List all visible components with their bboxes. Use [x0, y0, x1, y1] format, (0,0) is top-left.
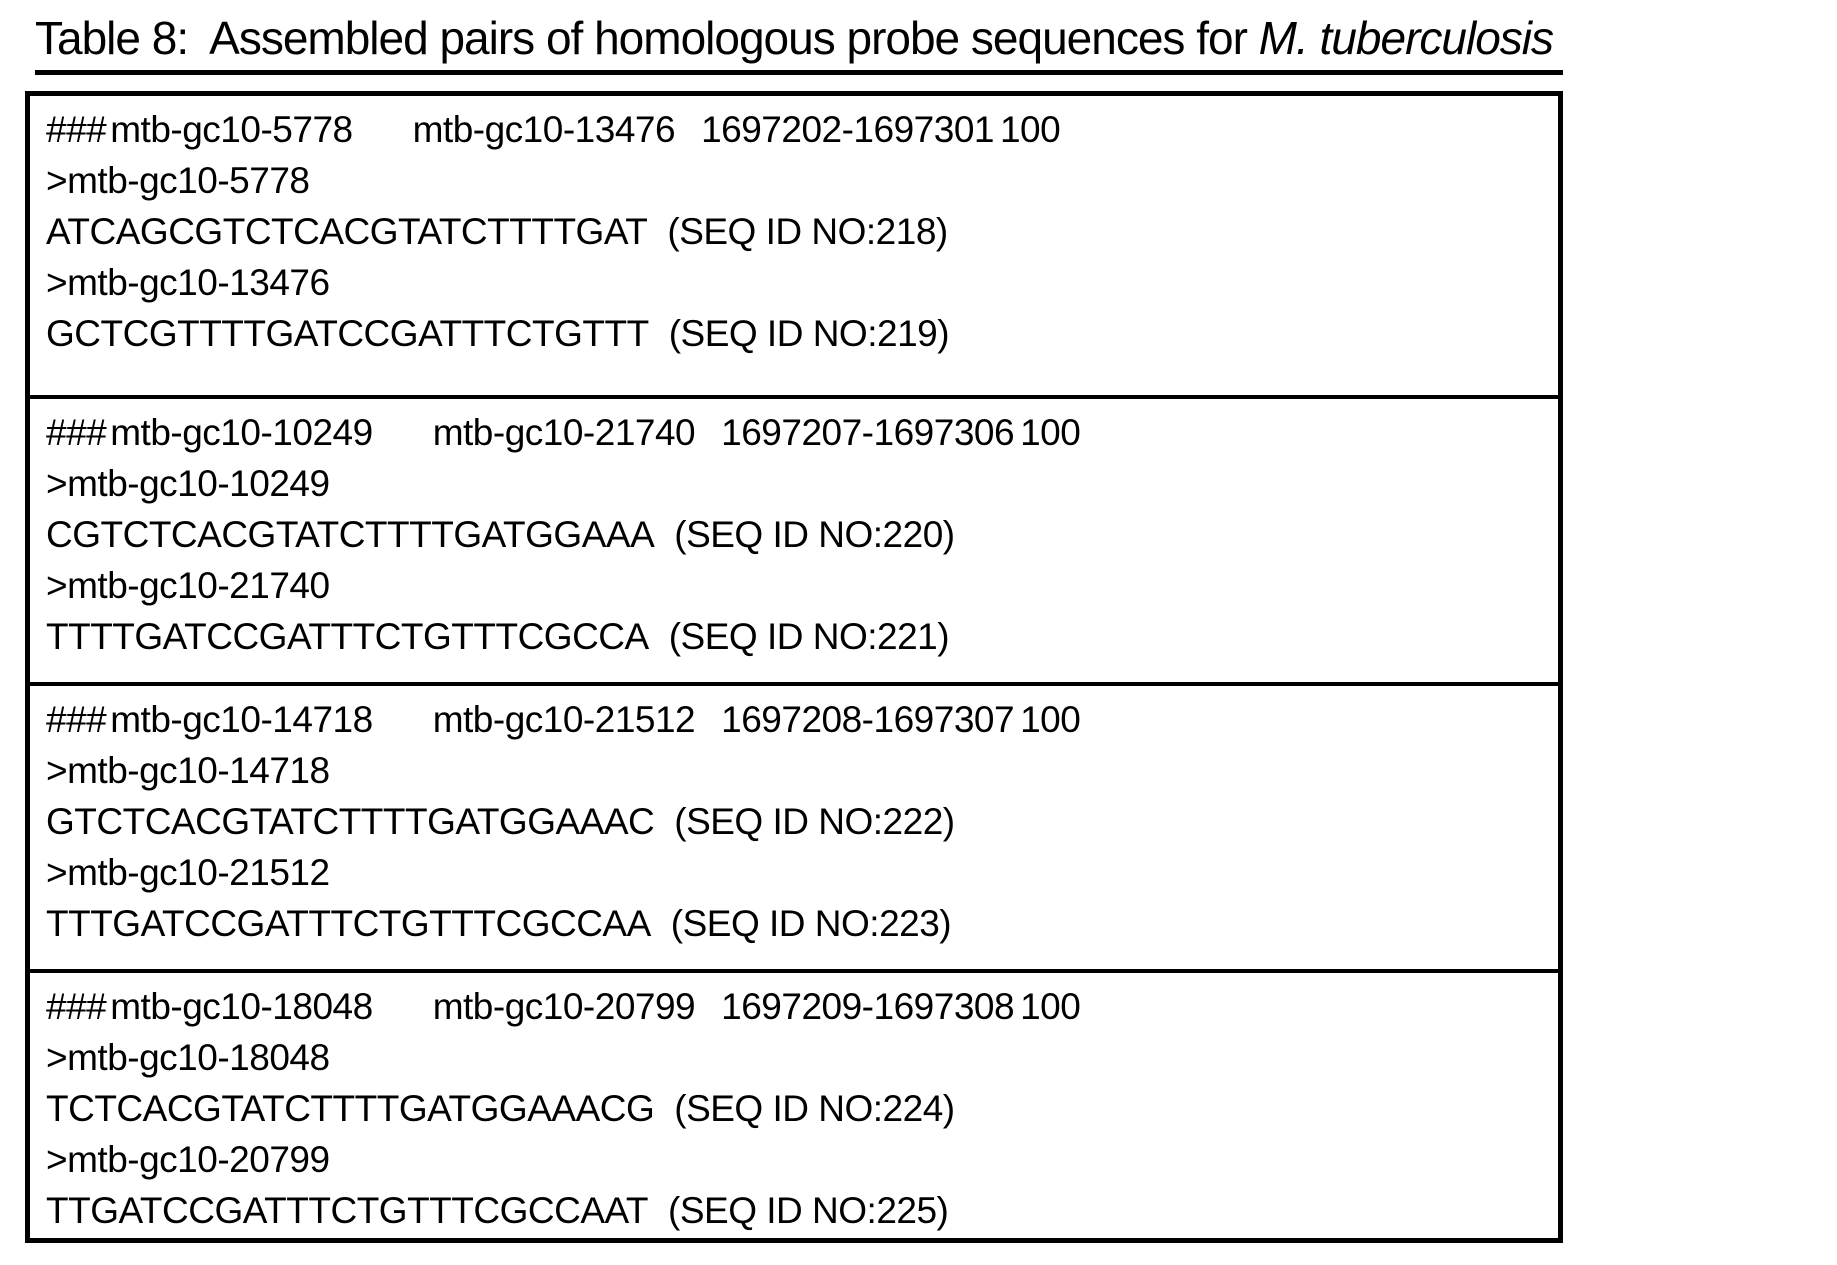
- genome-position-range: 1697202-1697301: [701, 108, 994, 150]
- fasta-header-probe1: >mtb-gc10-18048: [46, 1036, 330, 1078]
- probe2-seq-id: (SEQ ID NO:225): [668, 1189, 949, 1231]
- probe1-name: mtb-gc10-10249: [110, 411, 373, 453]
- probe-pair-block-1: [30, 96, 1558, 399]
- probe2-name: mtb-gc10-21740: [432, 411, 696, 453]
- probe2-seq-id: (SEQ ID NO:221): [668, 615, 950, 657]
- pair-summary-line: [46, 981, 1544, 1032]
- probe1-sequence: GTCTCACGTATCTTTTGATGGAAAC: [46, 800, 655, 842]
- pair-marker: ###: [46, 698, 107, 740]
- probe1-seq-id: (SEQ ID NO:222): [674, 800, 955, 842]
- probe1-sequence: CGTCTCACGTATCTTTTGATGGAAA: [46, 513, 655, 555]
- probe1-name: mtb-gc10-14718: [110, 698, 373, 740]
- identity-value: 100: [1020, 698, 1081, 740]
- fasta-header-probe2: >mtb-gc10-20799: [46, 1138, 330, 1180]
- probe1-name: mtb-gc10-5778: [110, 108, 353, 150]
- fasta-header-probe2: >mtb-gc10-13476: [46, 261, 330, 303]
- table-title-species: M. tuberculosis: [1258, 12, 1554, 64]
- probe2-sequence: TTGATCCGATTTCTGTTTCGCCAAT: [46, 1189, 649, 1231]
- probe2-sequence: TTTTGATCCGATTTCTGTTTCGCCA: [46, 615, 649, 657]
- pair-marker: ###: [46, 985, 107, 1027]
- sequence-line-probe2: [46, 611, 1544, 662]
- probe1-seq-id: (SEQ ID NO:224): [674, 1087, 955, 1129]
- genome-position-range: 1697208-1697307: [721, 698, 1015, 740]
- sequence-line-probe1: [46, 509, 1544, 560]
- probe2-seq-id: (SEQ ID NO:223): [670, 902, 952, 944]
- probe2-sequence: TTTGATCCGATTTCTGTTTCGCCAA: [46, 902, 651, 944]
- table-title: [35, 12, 1563, 75]
- fasta-header-probe2: >mtb-gc10-21740: [46, 564, 330, 606]
- probe1-seq-id: (SEQ ID NO:220): [674, 513, 955, 555]
- probe1-seq-id: (SEQ ID NO:218): [667, 210, 948, 252]
- probe2-name: mtb-gc10-21512: [432, 698, 696, 740]
- sequence-line-probe1: [46, 206, 1544, 257]
- probe2-seq-id: (SEQ ID NO:219): [668, 312, 950, 354]
- genome-position-range: 1697209-1697308: [721, 985, 1015, 1027]
- pair-summary-line: [46, 694, 1544, 745]
- pair-marker: ###: [46, 411, 107, 453]
- sequence-line-probe2: [46, 308, 1544, 359]
- probe1-sequence: ATCAGCGTCTCACGTATCTTTTGAT: [46, 210, 648, 252]
- genome-position-range: 1697207-1697306: [721, 411, 1015, 453]
- fasta-header-probe1: >mtb-gc10-10249: [46, 462, 330, 504]
- probe2-name: mtb-gc10-13476: [412, 108, 676, 150]
- fasta-header-probe1: >mtb-gc10-5778: [46, 159, 310, 201]
- probe-pair-block-4: [30, 973, 1558, 1238]
- probe-pair-block-2: [30, 399, 1558, 686]
- probe2-sequence: GCTCGTTTTGATCCGATTTCTGTTT: [46, 312, 649, 354]
- probe1-sequence: TCTCACGTATCTTTTGATGGAAACG: [46, 1087, 655, 1129]
- probe2-name: mtb-gc10-20799: [432, 985, 696, 1027]
- sequence-line-probe2: [46, 1185, 1544, 1236]
- fasta-header-probe1: >mtb-gc10-14718: [46, 749, 330, 791]
- sequence-line-probe1: [46, 1083, 1544, 1134]
- pair-summary-line: [46, 104, 1544, 155]
- table-title-text: Table 8: Assembled pairs of homologous probe sequences for: [35, 12, 1259, 64]
- probe1-name: mtb-gc10-18048: [110, 985, 373, 1027]
- identity-value: 100: [1020, 411, 1081, 453]
- pair-marker: ###: [46, 108, 107, 150]
- identity-value: 100: [999, 108, 1061, 150]
- sequence-line-probe2: [46, 898, 1544, 949]
- fasta-header-probe2: >mtb-gc10-21512: [46, 851, 330, 893]
- pair-summary-line: [46, 407, 1544, 458]
- sequence-line-probe1: [46, 796, 1544, 847]
- identity-value: 100: [1020, 985, 1081, 1027]
- probe-pair-block-3: [30, 686, 1558, 973]
- probe-table: [25, 91, 1563, 1243]
